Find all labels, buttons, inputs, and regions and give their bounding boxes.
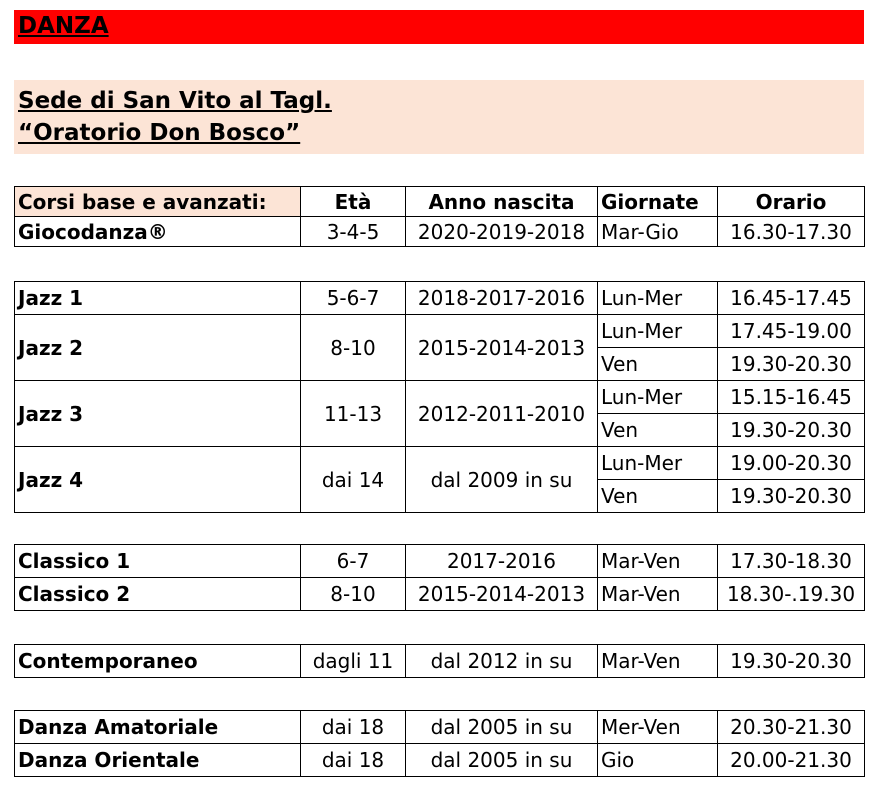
course-orario: 19.00-20.30 [718,447,865,480]
course-name: Giocodanza® [15,217,301,247]
title-banner [14,10,864,44]
table-row [15,315,865,348]
course-name: Jazz 1 [15,282,301,315]
course-orario: 15.15-16.45 [718,381,865,414]
course-eta: 8-10 [301,315,406,381]
course-anno: 2020-2019-2018 [406,217,598,247]
course-orario: 16.45-17.45 [718,282,865,315]
course-giornate: Gio [598,744,718,777]
table-row [15,447,865,480]
course-giornate: Ven [598,414,718,447]
course-eta: 5-6-7 [301,282,406,315]
location-line-1: Sede di San Vito al Tagl. [18,88,332,114]
course-eta: dagli 11 [301,645,406,678]
course-orario: 19.30-20.30 [718,645,865,678]
course-giornate: Ven [598,348,718,381]
course-giornate: Mar-Gio [598,217,718,247]
course-orario: 19.30-20.30 [718,480,865,513]
header-orario: Orario [718,187,865,217]
location-box [14,80,864,154]
course-giornate: Lun-Mer [598,381,718,414]
table-row [15,645,865,678]
header-giornate: Giornate [598,187,718,217]
page-title: DANZA [18,13,109,39]
course-anno: 2018-2017-2016 [406,282,598,315]
table-altri [14,710,865,777]
course-eta: 3-4-5 [301,217,406,247]
course-anno: 2015-2014-2013 [406,578,598,611]
table-header-row [15,187,865,217]
course-name: Classico 1 [15,545,301,578]
course-giornate: Ven [598,480,718,513]
table-row [15,744,865,777]
course-giornate: Lun-Mer [598,315,718,348]
course-anno: 2015-2014-2013 [406,315,598,381]
course-anno: 2017-2016 [406,545,598,578]
location-line-2: “Oratorio Don Bosco” [18,120,301,146]
course-eta: dai 18 [301,711,406,744]
course-eta: 11-13 [301,381,406,447]
course-giornate: Lun-Mer [598,282,718,315]
course-giornate: Mar-Ven [598,645,718,678]
course-anno: 2012-2011-2010 [406,381,598,447]
table-row [15,381,865,414]
course-orario: 18.30-.19.30 [718,578,865,611]
course-orario: 16.30-17.30 [718,217,865,247]
course-orario: 19.30-20.30 [718,414,865,447]
course-name: Jazz 3 [15,381,301,447]
course-anno: dal 2009 in su [406,447,598,513]
course-name: Jazz 2 [15,315,301,381]
table-row [15,711,865,744]
table-row [15,217,865,247]
course-orario: 20.30-21.30 [718,711,865,744]
header-eta: Età [301,187,406,217]
table-jazz [14,281,865,513]
course-name: Classico 2 [15,578,301,611]
course-name: Contemporaneo [15,645,301,678]
course-giornate: Mer-Ven [598,711,718,744]
course-anno: dal 2005 in su [406,744,598,777]
table-contemporaneo [14,644,865,678]
course-eta: dai 18 [301,744,406,777]
course-orario: 17.45-19.00 [718,315,865,348]
course-eta: 6-7 [301,545,406,578]
course-giornate: Lun-Mer [598,447,718,480]
course-eta: dai 14 [301,447,406,513]
header-corsi: Corsi base e avanzati: [15,187,301,217]
course-name: Danza Orientale [15,744,301,777]
table-row [15,545,865,578]
course-giornate: Mar-Ven [598,545,718,578]
course-anno: dal 2005 in su [406,711,598,744]
course-orario: 20.00-21.30 [718,744,865,777]
course-giornate: Mar-Ven [598,578,718,611]
table-row [15,578,865,611]
table-classico [14,544,865,611]
table-row [15,282,865,315]
course-orario: 17.30-18.30 [718,545,865,578]
course-name: Jazz 4 [15,447,301,513]
header-anno: Anno nascita [406,187,598,217]
course-eta: 8-10 [301,578,406,611]
course-anno: dal 2012 in su [406,645,598,678]
course-orario: 19.30-20.30 [718,348,865,381]
course-name: Danza Amatoriale [15,711,301,744]
table-giocodanza [14,186,865,247]
